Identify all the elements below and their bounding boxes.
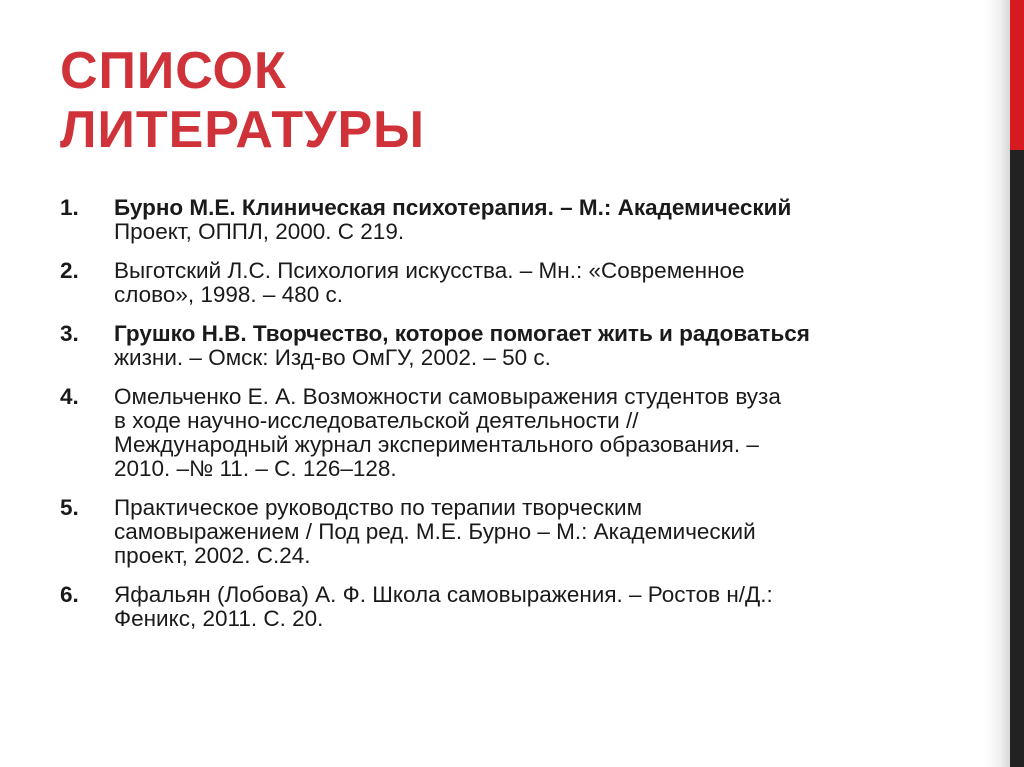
reference-line: самовыражением / Под ред. М.Е. Бурно – М.: Академический	[114, 519, 756, 544]
reference-text	[114, 583, 980, 631]
reference-line: Практическое руководство по терапии творческим	[114, 495, 643, 520]
reference-text	[114, 196, 980, 244]
reference-line: Яфальян (Лобова) А. Ф. Школа самовыражения. – Ростов н/Д.:	[114, 582, 773, 607]
reference-line: Грушко Н.В. Творчество, которое помогает жить и радоваться	[114, 321, 810, 346]
reference-line: Проект, ОППЛ, 2000. С 219.	[114, 219, 405, 244]
reference-number: 5.	[60, 495, 79, 520]
accent-bar-red	[1010, 0, 1024, 150]
reference-text	[114, 496, 980, 568]
slide-title-line-2: ЛИТЕРАТУРЫ	[60, 101, 426, 159]
reference-number: 3.	[60, 321, 79, 346]
reference-line: Международный журнал экспериментального образования. –	[114, 432, 759, 457]
reference-number: 1.	[60, 195, 79, 220]
reference-line: Бурно М.Е. Клиническая психотерапия. – М.: Академический	[114, 195, 792, 220]
reference-item	[60, 196, 980, 244]
accent-bar-dark	[1010, 150, 1024, 767]
reference-text	[114, 385, 980, 481]
reference-line: слово», 1998. – 480 с.	[114, 282, 343, 307]
reference-item	[60, 583, 980, 631]
reference-line: 2010. –№ 11. – С. 126–128.	[114, 456, 397, 481]
slide-edge-shadow	[985, 0, 1010, 767]
reference-line: Омельченко Е. А. Возможности самовыражения студентов вуза	[114, 384, 781, 409]
reference-number: 6.	[60, 582, 79, 607]
reference-number: 4.	[60, 384, 79, 409]
reference-list	[60, 196, 980, 646]
reference-line: жизни. – Омск: Изд-во ОмГУ, 2002. – 50 с.	[114, 345, 551, 370]
reference-item	[60, 496, 980, 568]
slide-title	[60, 42, 425, 160]
reference-line: Выготский Л.С. Психология искусства. – Мн.: «Современное	[114, 258, 745, 283]
reference-text	[114, 259, 980, 307]
reference-item	[60, 322, 980, 370]
reference-item	[60, 259, 980, 307]
reference-text	[114, 322, 980, 370]
reference-line: в ходе научно-исследовательской деятельности //	[114, 408, 639, 433]
reference-line: Феникс, 2011. С. 20.	[114, 606, 324, 631]
reference-line: проект, 2002. С.24.	[114, 543, 311, 568]
reference-number: 2.	[60, 258, 79, 283]
reference-item	[60, 385, 980, 481]
slide-title-line-1: СПИСОК	[60, 42, 287, 100]
